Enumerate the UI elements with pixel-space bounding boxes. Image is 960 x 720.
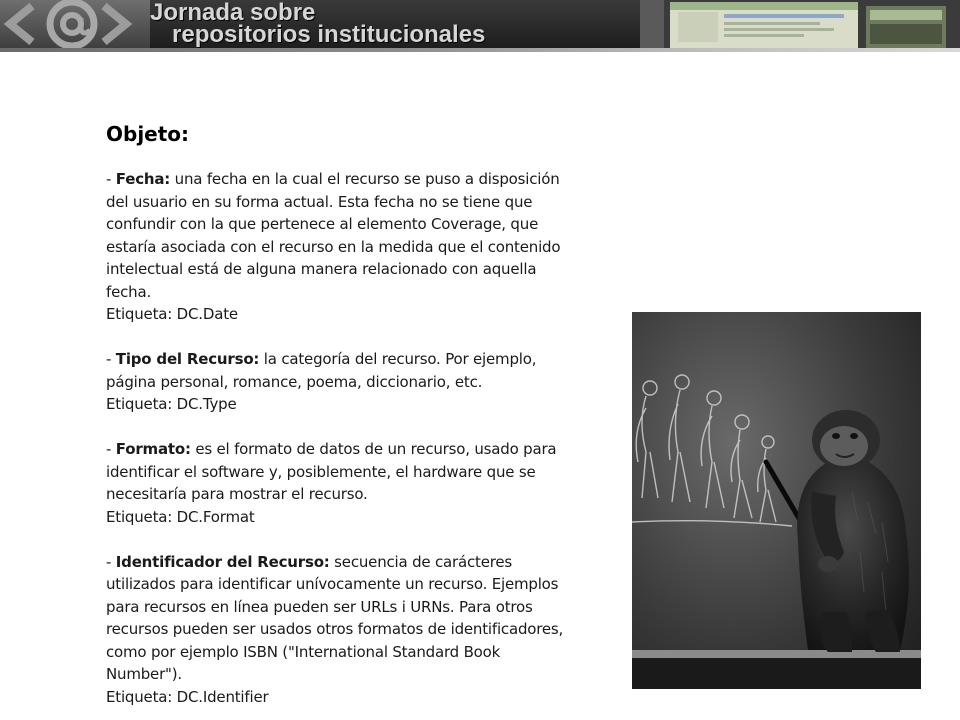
item-tag: Etiqueta: DC.Type	[106, 395, 237, 413]
header-banner	[0, 0, 960, 48]
item-prefix: -	[106, 552, 116, 571]
item-fecha	[106, 168, 576, 326]
banner-underline	[0, 48, 960, 52]
orangutan-chalkboard-photo	[632, 312, 921, 689]
orangutan-illustration	[632, 312, 921, 689]
item-term: Tipo del Recurso:	[115, 350, 260, 368]
item-prefix: -	[106, 170, 116, 188]
event-title-line2: repositorios institucionales	[172, 21, 486, 48]
event-title	[150, 2, 485, 46]
item-tag: Etiqueta: DC.Format	[106, 507, 255, 526]
item-description: una fecha en la cual el recurso se puso a disposición del usuario en su forma actual. Esta fecha no se tiene que confundir con la que pertenece al elemento Coverage, que estaría asociada con el recurso en la medida que el contenido intelectual está de alguna manera relacionado con aquella fecha.	[106, 170, 561, 301]
item-tag: Etiqueta: DC.Identifier	[106, 687, 269, 706]
item-description: la categoría del recurso. Por ejemplo, página personal, romance, poema, diccionario, etc.	[106, 350, 537, 391]
item-description: es el formato de datos de un recurso, usado para identificar el software y, posiblemente, el hardware que se necesitaría para mostrar el recurso.	[106, 440, 557, 503]
slide-body	[106, 122, 576, 720]
screenshots-collage-image	[640, 0, 960, 48]
item-tipo-recurso	[106, 348, 576, 416]
item-identificador	[106, 551, 576, 709]
item-term: Identificador del Recurso:	[115, 552, 330, 571]
section-heading: Objeto:	[106, 122, 190, 146]
item-term: Fecha:	[115, 170, 171, 188]
at-sign-logo-icon	[0, 0, 150, 48]
item-term: Formato:	[115, 440, 191, 458]
item-description: secuencia de carácteres utilizados para identificar unívocamente un recurso. Ejemplos para recursos en línea pueden ser URLs i URNs. Para otros recursos pueden ser usados otros formatos de identificadores, como por ejemplo ISBN ("International Standard Book Number").	[106, 552, 564, 683]
item-formato	[106, 438, 576, 528]
event-title-line1: Jornada sobre	[150, 0, 316, 26]
item-tag: Etiqueta: DC.Date	[106, 305, 238, 323]
item-prefix: -	[106, 440, 116, 458]
item-prefix: -	[106, 350, 116, 368]
